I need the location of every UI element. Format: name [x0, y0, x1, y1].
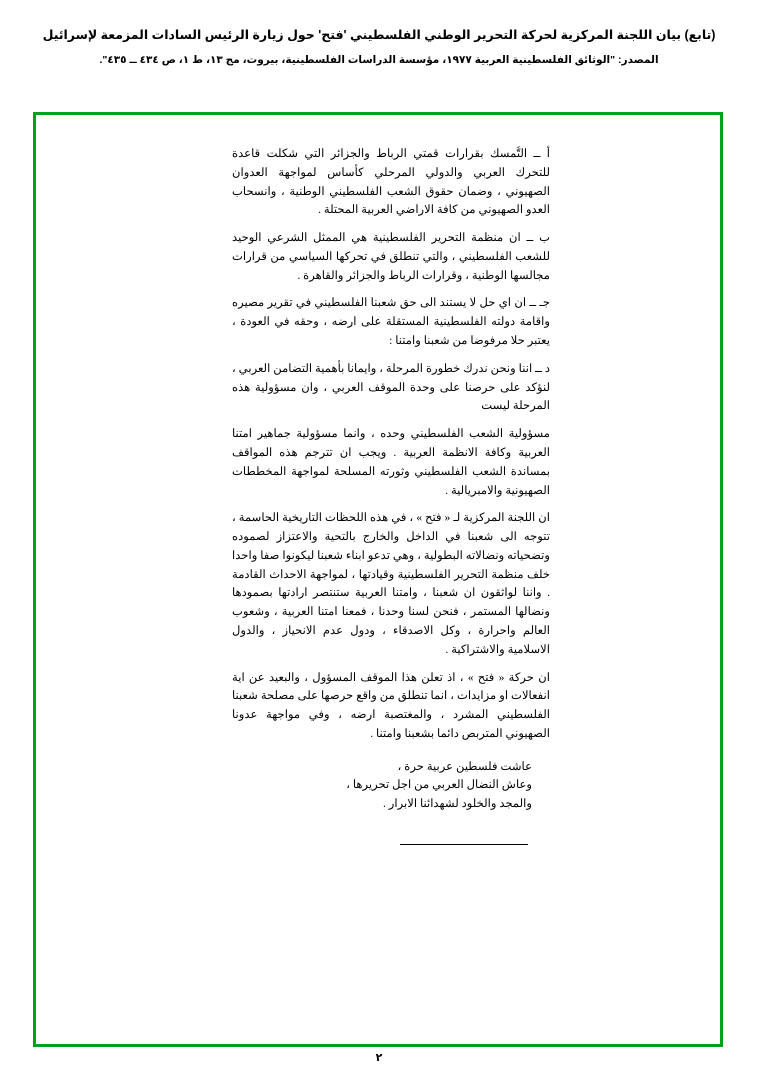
document-header — [0, 0, 758, 66]
paragraph-a: أ ــ التَّمسك بقرارات قمتي الرباط والجزائر التي شكلت قاعدة للتحرك العربي والدولي المرحلي كأساس لمواجهة العدوان الصهيوني ، وضمان حقوق الشعب الفلسطيني الوطنية ، وانسحاب العدو الصهيوني من كافة الاراضي العربية المحتلة . — [232, 147, 550, 217]
closing-line-1: عاشت فلسطين عربية حرة ، — [397, 759, 532, 773]
document-title: (تابع) بيان اللجنة المركزية لحركة التحرير الوطني الفلسطيني 'فتح' حول زيارة الرئيس السادات المزمعة لإسرائيل — [42, 28, 716, 42]
closing-line-2: وعاش النضال العربي من اجل تحريرها ، — [346, 778, 532, 792]
horizontal-rule-divider — [400, 844, 528, 845]
paragraph-responsibility: مسؤولية الشعب الفلسطيني وحده ، وانما مسؤولية جماهير امتنا العربية وكافة الانظمة العربية . ويجب ان تترجم هذه المواقف بمساندة الشعب الفلسطيني وثورته المسلحة لمواجهة المخططات الصهيونية والامبريالية . — [232, 427, 550, 497]
paragraph-c: جـ ــ ان اي حل لا يستند الى حق شعبنا الفلسطيني في تقرير مصيره واقامة دولته الفلسطينية المستقلة على ارضه ، وحقه في العودة ، يعتبر حلا مرفوضا من شعبنا وامتنا : — [232, 296, 550, 348]
paragraph-central-committee: ان اللجنة المركزية لـ « فتح » ، في هذه اللحظات التاريخية الحاسمة ، تتوجه الى شعبنا في الداخل والخارج بالتحية والاعتزاز لصموده وتضحياته ونضالاته البطولية ، وهي تدعو ابناء شعبنا ليكونوا صفا واحدا خلف منظمة التحرير الفلسطينية وقيادتها ، لمواجهة الاحداث القادمة . واننا لواثقون ان شعبنا ، وامتنا العربية ستنتصر ارادتها بصمودها ونضالها المستمر ، فنحن لسنا وحدنا ، فمعنا امتنا العربية ، وشعوب العالم واحرارة ، وكل الاصدقاء ، ودول عدم الانحياز ، والدول الاسلامية والاشتراكية . — [232, 511, 550, 656]
document-body — [232, 145, 550, 845]
closing-slogans — [232, 758, 550, 814]
closing-line-3: والمجد والخلود لشهدائنا الابرار . — [382, 797, 532, 811]
content-frame-border — [33, 112, 723, 1047]
document-source-note: المصدر: "الوثائق الفلسطينية العربية ١٩٧٧، مؤسسة الدراسات الفلسطينية، بيروت، مج ١٣، ط ١، ص ٤٣٤ ــ ٤٣٥". — [99, 54, 659, 67]
paragraph-d: د ــ اننا ونحن ندرك خطورة المرحلة ، وايمانا بأهمية التضامن العربي ، لنؤكد على حرصنا على وحدة الموقف العربي ، وان مسؤولية هذه المرحلة ليست — [232, 361, 550, 413]
paragraph-b: ب ــ ان منظمة التحرير الفلسطينية هي الممثل الشرعي الوحيد للشعب الفلسطيني ، والتي تنطلق في تحركها السياسي من قرارات مجالسها الوطنية ، وقرارات الرباط والجزائر والقاهرة . — [232, 231, 550, 282]
page-number: ٢ — [375, 1052, 383, 1064]
paragraph-position-statement: ان حركة « فتح » ، اذ تعلن هذا الموقف المسؤول ، والبعيد عن اية انفعالات او مزايدات ، انما تنطلق من واقع حرصها على مصلحة شعبنا الفلسطيني المشرد ، والمغتصبة ارضه ، وفي مواجهة عدونا الصهيوني المتربص دائما بشعبنا وامتنا . — [232, 670, 550, 740]
